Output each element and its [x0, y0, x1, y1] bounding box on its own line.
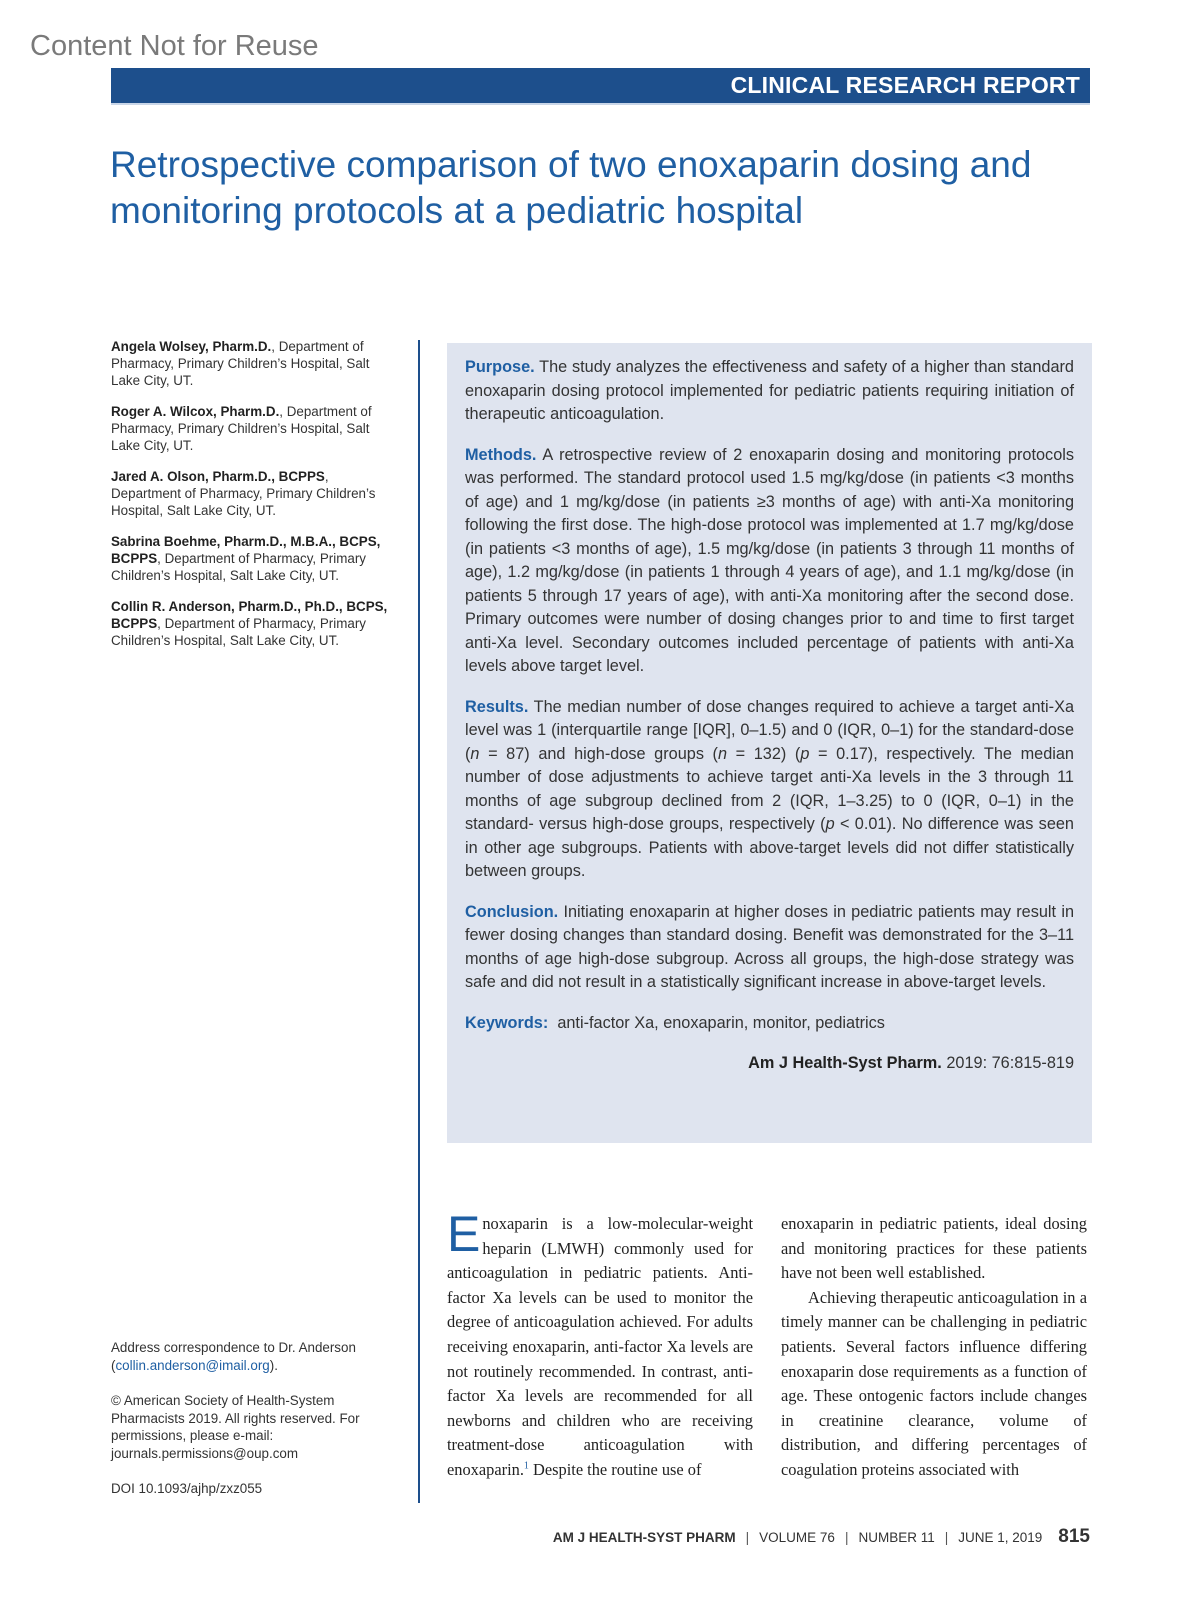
keywords-label: Keywords:: [465, 1013, 549, 1032]
body-paragraph: enoxaparin in pediatric patients, ideal dosing and monitoring practices for these patients have not been well established.: [781, 1214, 1087, 1283]
author-affiliation: , Department of Pharmacy, Primary Children’s Hospital, Salt Lake City, UT.: [111, 339, 370, 388]
results-p: p: [825, 815, 835, 833]
author-entry: [111, 338, 401, 389]
reference-marker[interactable]: 1: [523, 1460, 529, 1472]
footer-volume: VOLUME 76: [759, 1530, 835, 1545]
author-affiliation: , Department of Pharmacy, Primary Children’s Hospital, Salt Lake City, UT.: [111, 469, 376, 518]
footer-number: NUMBER 11: [858, 1530, 935, 1545]
page-number: 815: [1058, 1526, 1090, 1547]
drop-cap: E: [447, 1206, 481, 1262]
methods-label: Methods.: [465, 445, 537, 464]
abstract-conclusion: [465, 901, 1074, 995]
author-entry: [111, 533, 401, 584]
author-name: Sabrina Boehme, Pharm.D., M.B.A., BCPS, BCPPS: [111, 534, 381, 566]
author-entry: [111, 598, 401, 649]
keywords-text: anti-factor Xa, enoxaparin, monitor, pediatrics: [557, 1013, 885, 1032]
author-name: Collin R. Anderson, Pharm.D., Ph.D., BCPS, BCPPS: [111, 599, 388, 631]
abstract-methods: [465, 444, 1074, 679]
abstract-box: [447, 343, 1092, 1143]
results-n: n: [717, 744, 728, 763]
conclusion-text: Initiating enoxaparin at higher doses in pediatric patients may result in fewer dosing changes than standard dosing. Benefit was demonstrated for the 3–11 months of age high-dose subgroup. Across all groups, the high-dose strategy was safe and did not result in a statistically significant increase in above-target levels.: [465, 902, 1074, 991]
correspondence-address: Address correspondence to Dr. Anderson (collin.anderson@imail.org).: [111, 1340, 356, 1373]
author-affiliation: , Department of Pharmacy, Primary Children’s Hospital, Salt Lake City, UT.: [111, 404, 372, 453]
body-paragraph: Enoxaparin is a low-molecular-weight heparin (LMWH) commonly used for anticoagulation in pediatric patients. Anti-factor Xa levels can be used to monitor the degree of anticoagulation achieved. For adults receiving enoxaparin, anti-factor Xa levels are not routinely recommended. In contrast, anti-factor Xa levels are recommended for all newborns and children who are receiving treatment-dose anticoagulation with enoxaparin.$^1$ Despite the routine use of: [447, 1206, 753, 1479]
author-name: Jared A. Olson, Pharm.D., BCPPS: [111, 469, 325, 484]
results-text: The median number of dose changes required to achieve a target anti-Xa level was 1 (interquartile range [IQR], 0–1.5) and 0 (IQR, 0–1) for the standard-dose (: [465, 697, 1075, 763]
doi: DOI 10.1093/ajhp/zxz055: [111, 1481, 263, 1496]
correspondence-block: [111, 1339, 401, 1516]
banner-label: CLINICAL RESEARCH REPORT: [730, 72, 1080, 98]
email-link[interactable]: collin.anderson@imail.org: [115, 1357, 270, 1373]
abstract-results: [465, 696, 1074, 884]
column-divider: [418, 340, 420, 1503]
results-n: n: [470, 744, 480, 763]
abstract-keywords: [465, 1012, 1074, 1036]
results-text: < 0.01). No difference was seen in other age subgroups. Patients with above-target levels did not differ statistically between groups.: [465, 815, 1074, 880]
author-name: Roger A. Wilcox, Pharm.D.: [111, 404, 280, 419]
copyright-notice: © American Society of Health-System Pharmacists 2019. All rights reserved. For permissions, please e-mail: journals.permissions@oup.com: [111, 1393, 360, 1461]
author-name: Angela Wolsey, Pharm.D.: [111, 339, 272, 354]
results-p: p: [800, 744, 810, 763]
purpose-label: Purpose.: [465, 358, 535, 376]
body-column-1: [447, 1206, 753, 1483]
section-banner: [111, 68, 1090, 105]
abstract-purpose: [465, 356, 1074, 427]
footer-date: JUNE 1, 2019: [958, 1530, 1043, 1545]
page-footer: AM J HEALTH-SYST PHARM | VOLUME 76 | NUMBER 11 | JUNE 1, 2019 815: [552, 1526, 1090, 1547]
author-affiliation: , Department of Pharmacy, Primary Children’s Hospital, Salt Lake City, UT.: [111, 616, 366, 648]
abstract-citation: [465, 1052, 1074, 1076]
body-paragraph: Achieving therapeutic anticoagulation in a timely manner can be challenging in pediatric patients. Several factors influence differing enoxaparin dose requirements as a function of age. These ontogenic factors include changes in creatinine clearance, volume of distribution, and differing percentages of coagulation proteins associated with: [781, 1287, 1087, 1479]
methods-text: A retrospective review of 2 enoxaparin dosing and monitoring protocols was performed. The standard protocol used 1.5 mg/kg/dose (in patients <3 months of age) and 1 mg/kg/dose (in patients ≥3 months of age) with anti-Xa monitoring following the first dose. The high-dose protocol was implemented at 1.7 mg/kg/dose (in patients <3 months of age), 1.5 mg/kg/dose (in patients 3 through 11 months of age), 1.2 mg/kg/dose (in patients 1 through 4 years of age), and 1.1 mg/kg/dose (in patients 5 through 17 years of age), with anti-Xa monitoring after the second dose. Primary outcomes were number of dosing changes prior to and time to first target anti-Xa level. Secondary outcomes included percentage of patients with anti-Xa levels above target level.: [465, 445, 1075, 675]
citation-ref: 2019: 76:815-819: [946, 1054, 1074, 1072]
author-entry: [111, 403, 401, 454]
results-text: = 87) and high-dose groups (: [479, 744, 718, 763]
results-label: Results.: [465, 697, 529, 716]
author-entry: [111, 468, 401, 519]
footer-journal: AM J HEALTH-SYST PHARM: [552, 1530, 736, 1545]
author-list: [111, 338, 401, 663]
results-text: = 132) (: [727, 744, 801, 763]
results-text: = 0.17), respectively. The median number of dose adjustments to achieve target anti-Xa levels in the 3 through 11 months of age subgroup declined from 2 (IQR, 1–3.25) to 0 (IQR, 0–1) in the standard- versus high-dose groups, respectively (: [465, 744, 1074, 833]
purpose-text: The study analyzes the effectiveness and safety of a higher than standard enoxaparin dosing protocol implemented for pediatric patients requiring initiation of therapeutic anticoagulation.: [465, 358, 1074, 423]
article-title: Retrospective comparison of two enoxaparin dosing and monitoring protocols at a pediatric hospital: [110, 144, 1032, 231]
conclusion-label: Conclusion.: [465, 902, 559, 921]
watermark: Content Not for Reuse: [30, 30, 319, 62]
citation-journal: Am J Health-Syst Pharm.: [748, 1054, 942, 1072]
body-column-2: [781, 1212, 1087, 1483]
author-affiliation: , Department of Pharmacy, Primary Children’s Hospital, Salt Lake City, UT.: [111, 551, 366, 583]
